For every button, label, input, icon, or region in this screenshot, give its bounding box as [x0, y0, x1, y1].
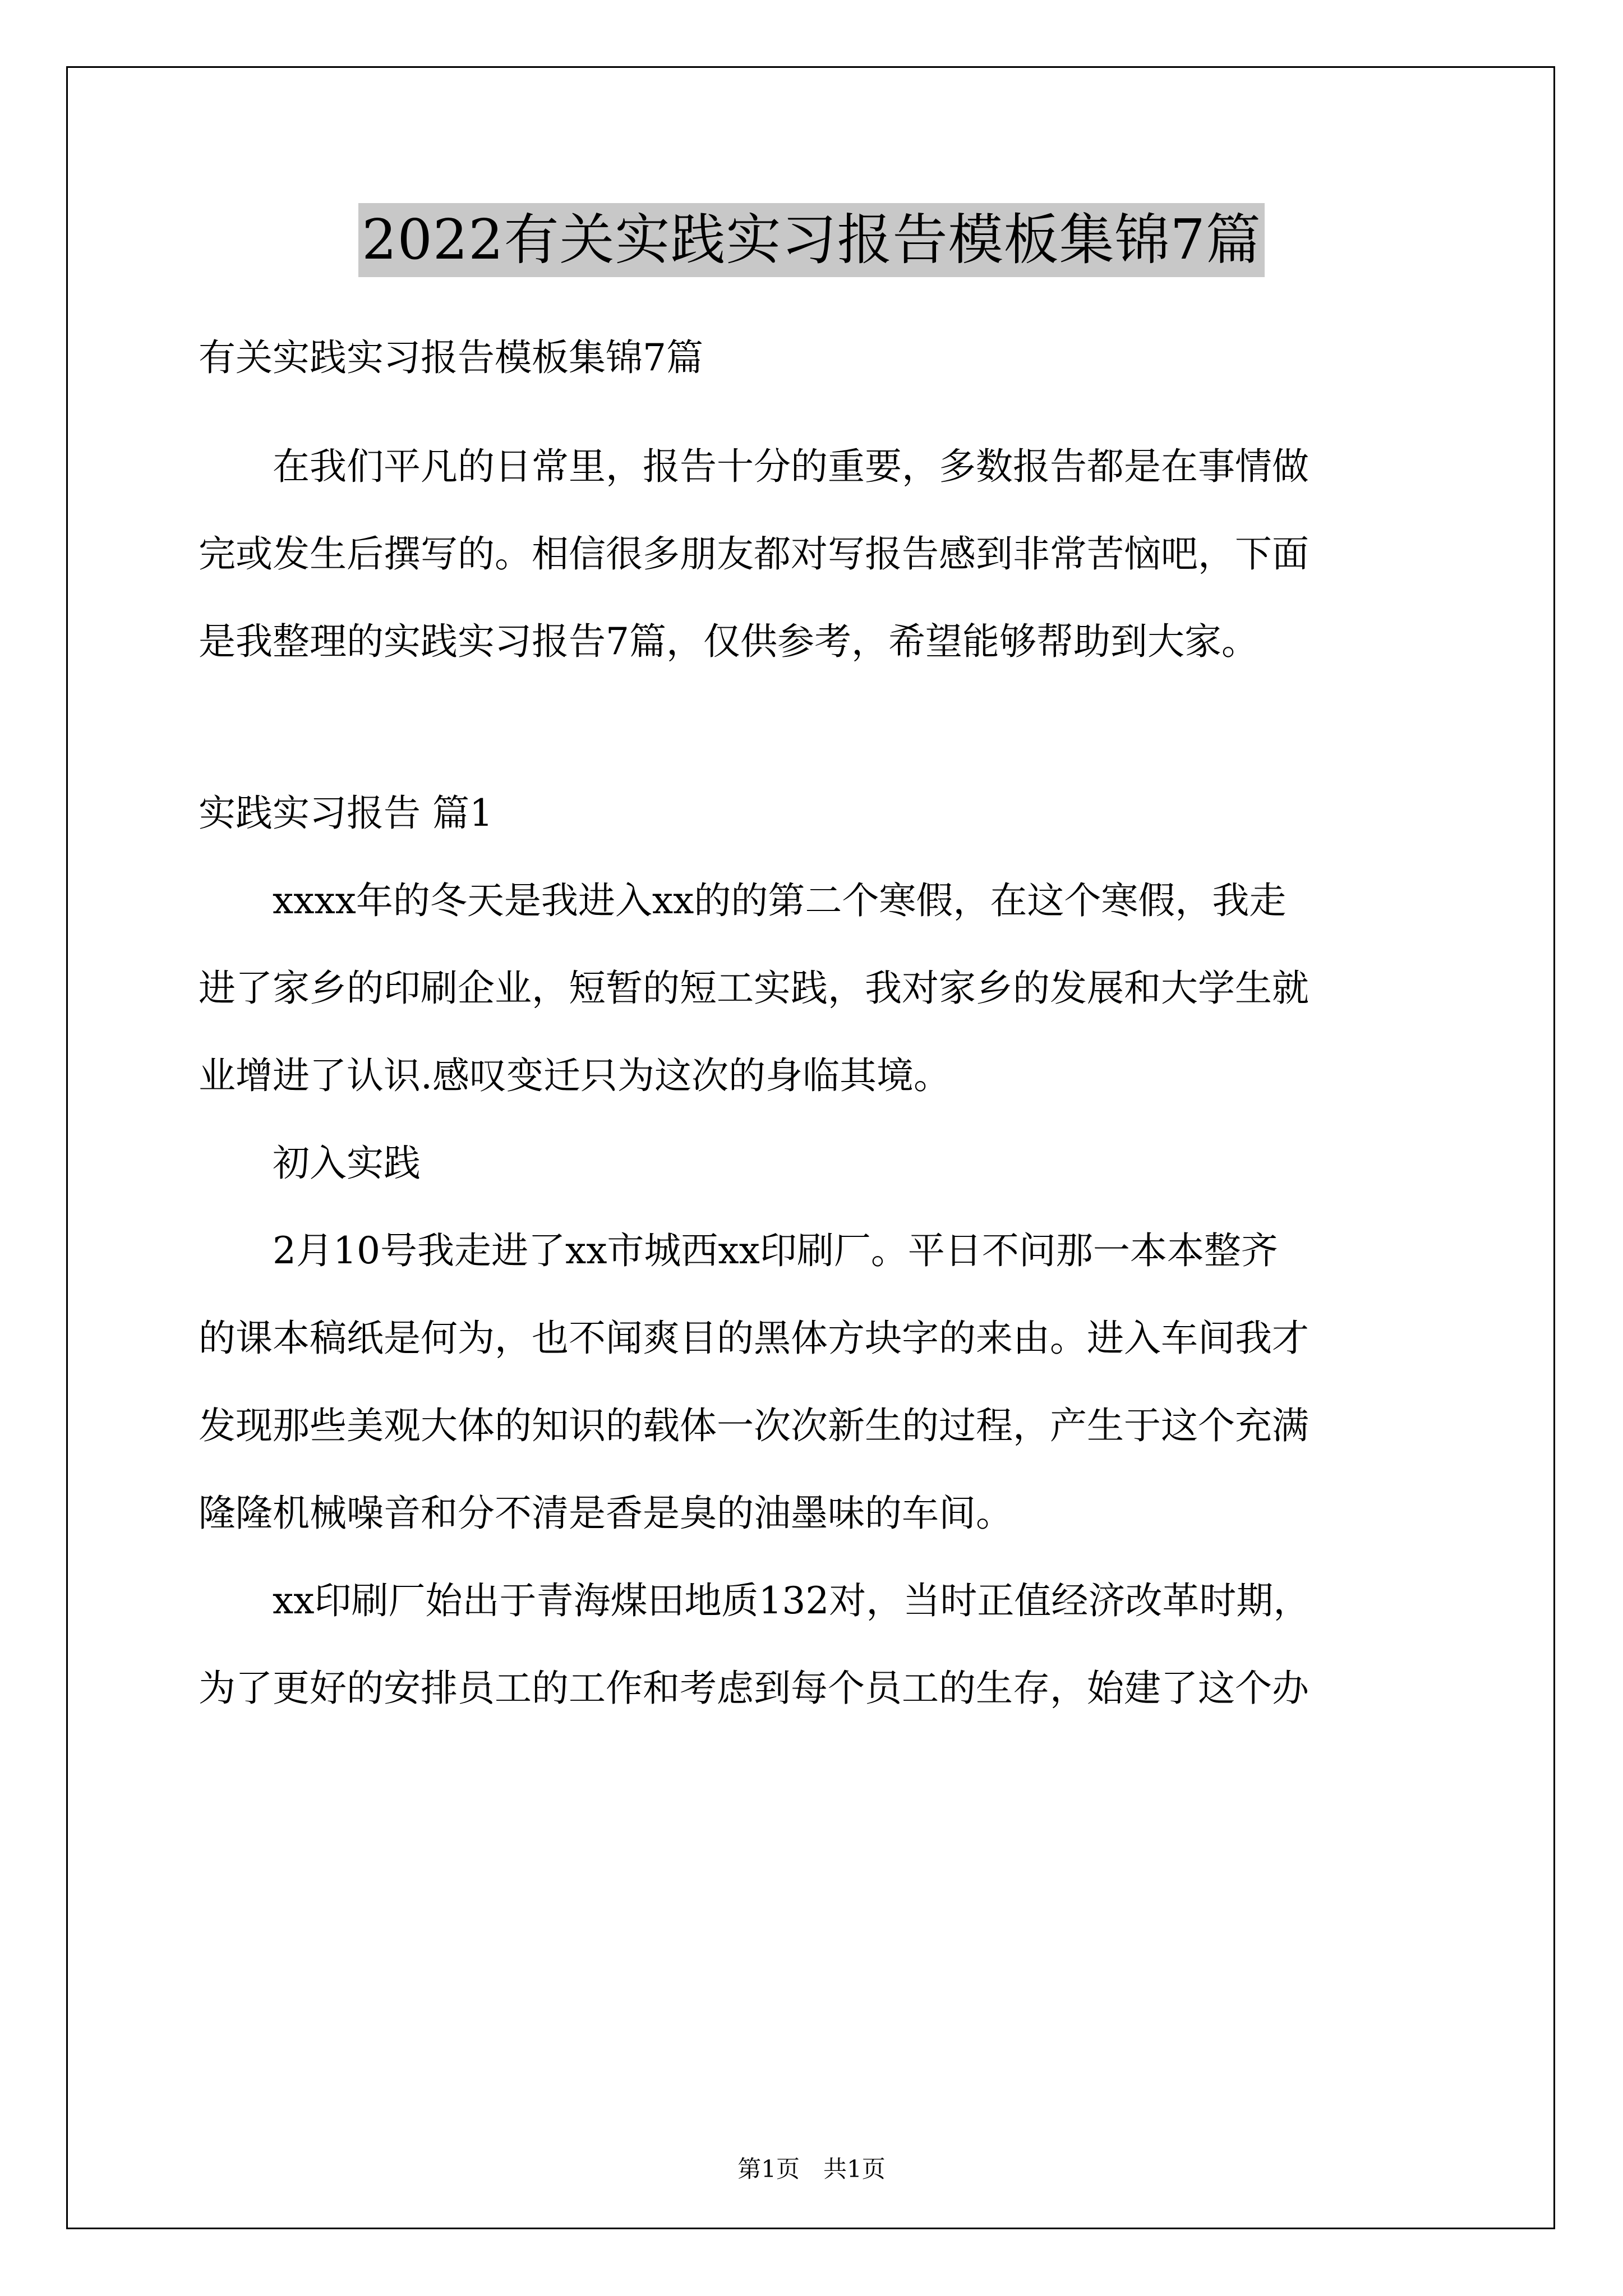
paragraph-line: 2月10号我走进了xx市城西xx印刷厂。平日不问那一本本整齐 [273, 1229, 1278, 1272]
intro-line: 是我整理的实践实习报告7篇，仅供参考，希望能够帮助到大家。 [199, 620, 1258, 663]
page-footer [0, 2155, 1623, 2183]
document-title [0, 203, 1623, 289]
section-heading: 实践实习报告 篇1 [199, 792, 493, 835]
paragraph-line: 发现那些美观大体的知识的载体一次次新生的过程，产生于这个充满 [199, 1404, 1309, 1447]
spacer [199, 685, 1432, 770]
paragraph-line: 为了更好的安排员工的工作和考虑到每个员工的生存，始建了这个办 [199, 1667, 1309, 1710]
paragraph-line: 的课本稿纸是何为，也不闻爽目的黑体方块字的来由。进入车间我才 [199, 1317, 1309, 1360]
subheading: 初入实践 [273, 1142, 421, 1185]
spacer [199, 402, 1432, 423]
paragraph-line: 业增进了认识.感叹变迁只为这次的身临其境。 [199, 1054, 951, 1097]
intro-line: 完或发生后撰写的。相信很多朋友都对写报告感到非常苦恼吧，下面 [199, 532, 1309, 576]
paragraph-line: 进了家乡的印刷企业，短暂的短工实践，我对家乡的发展和大学生就 [199, 967, 1309, 1010]
intro-line: 在我们平凡的日常里，报告十分的重要，多数报告都是在事情做 [273, 445, 1309, 488]
page-number: 第1页 共1页 [737, 2155, 886, 2183]
paragraph-line: 隆隆机械噪音和分不清是香是臭的油墨味的车间。 [199, 1492, 1013, 1535]
document-title-text: 2022有关实践实习报告模板集锦7篇 [358, 203, 1265, 277]
paragraph-line: xxxx年的冬天是我进入xx的的第二个寒假，在这个寒假，我走 [273, 879, 1287, 922]
paragraph-line: xx印刷厂始出于青海煤田地质132对，当时正值经济改革时期， [273, 1579, 1311, 1622]
document-subtitle: 有关实践实习报告模板集锦7篇 [199, 336, 703, 379]
document-body [199, 314, 1432, 1732]
